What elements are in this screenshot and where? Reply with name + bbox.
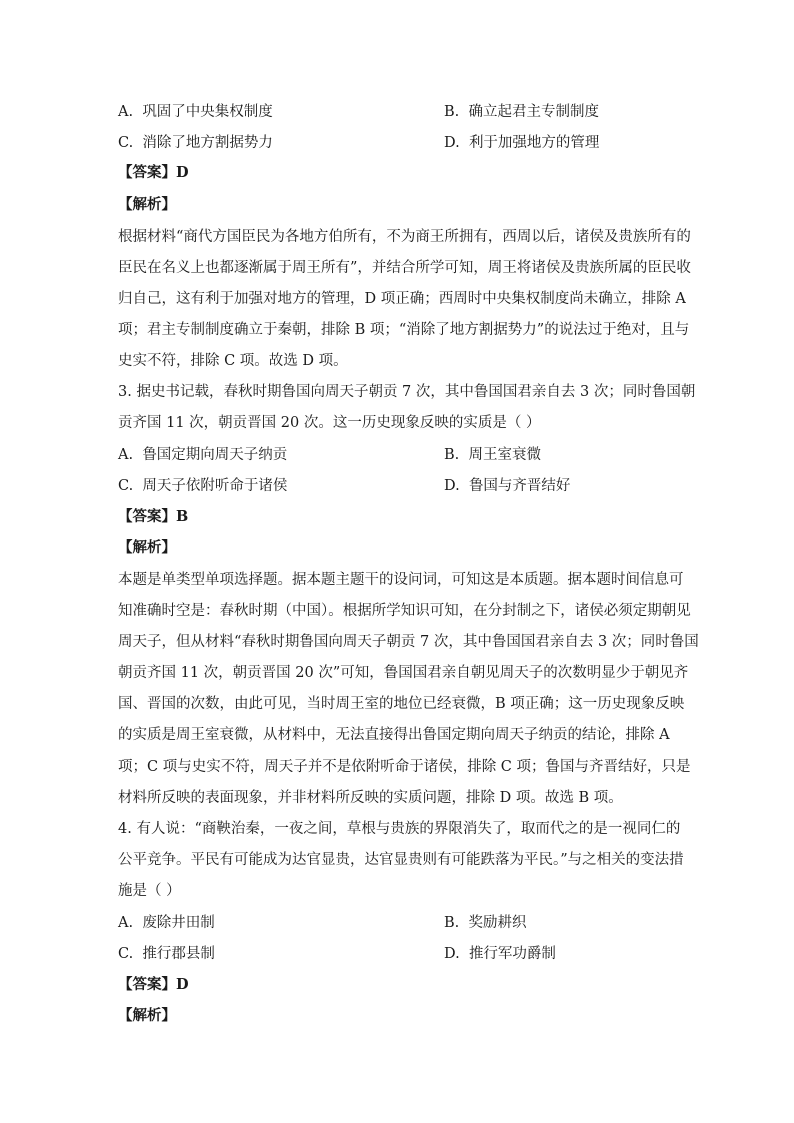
q2-analysis-label: 【解析】: [118, 196, 176, 213]
q3-stem-line: 3. 据史书记载，春秋时期鲁国向周天子朝贡 7 次，其中鲁国国君亲自去 3 次；同时鲁国朝: [118, 384, 696, 400]
q3-option-b[interactable]: B. 周王室衰微: [444, 447, 541, 463]
q2-option-a[interactable]: A. 巩固了中央集权制度: [118, 104, 273, 120]
q4-option-d[interactable]: D. 推行军功爵制: [444, 946, 556, 962]
q2-options-row-2: [118, 132, 718, 154]
q3-option-a[interactable]: A. 鲁国定期向周天子纳贡: [118, 447, 288, 463]
q2-analysis-line: 归自己，这有利于加强对地方的管理，D 项正确；西周时中央集权制度尚未确立，排除 A: [118, 291, 686, 307]
q4-option-a[interactable]: A. 废除井田制: [118, 915, 215, 931]
q4-stem-line: 施是（ ）: [118, 883, 181, 899]
q4-stem-line: 公平竞争。平民有可能成为达官显贵，达官显贵则有可能跌落为平民。”与之相关的变法措: [118, 852, 684, 868]
q3-options-row-2: [118, 475, 718, 497]
q2-option-d[interactable]: D. 利于加强地方的管理: [444, 135, 600, 151]
q4-option-b[interactable]: B. 奖励耕织: [444, 915, 527, 931]
q2-option-c[interactable]: C. 消除了地方割据势力: [118, 135, 273, 151]
q3-analysis-line: 朝贡齐国 11 次，朝贡晋国 20 次”可知，鲁国国君亲自朝见周天子的次数明显少于朝见齐: [118, 665, 689, 681]
q2-analysis-line: 项；君主专制制度确立于秦朝，排除 B 项；“消除了地方割据势力”的说法过于绝对，且与: [118, 322, 690, 338]
q3-answer: 【答案】B: [118, 508, 189, 525]
q4-options-row-1: [118, 912, 718, 934]
q4-analysis-label: 【解析】: [118, 1007, 176, 1024]
q3-analysis-line: 项；C 项与史实不符，周天子并不是依附听命于诸侯，排除 C 项；鲁国与齐晋结好，只是: [118, 759, 691, 775]
q2-analysis-line: 史实不符，排除 C 项。故选 D 项。: [118, 353, 348, 369]
q3-analysis-line: 的实质是周王室衰微，从材料中，无法直接得出鲁国定期向周天子纳贡的结论，排除 A: [118, 727, 670, 743]
q3-options-row-1: [118, 444, 718, 466]
q2-option-b[interactable]: B. 确立起君主专制制度: [444, 104, 599, 120]
q4-options-row-2: [118, 943, 718, 965]
q4-option-c[interactable]: C. 推行郡县制: [118, 946, 215, 962]
q2-options-row-1: [118, 101, 718, 123]
q3-analysis-line: 国、晋国的次数，由此可见，当时周王室的地位已经衰微，B 项正确；这一历史现象反映: [118, 696, 685, 712]
q3-analysis-line: 材料所反映的表面现象，并非材料所反映的实质问题，排除 D 项。故选 B 项。: [118, 790, 623, 806]
q3-analysis-line: 本题是单类型单项选择题。据本题主题干的设问词，可知这是本质题。据本题时间信息可: [118, 572, 684, 588]
q3-stem-line: 贡齐国 11 次，朝贡晋国 20 次。这一历史现象反映的实质是（ ）: [118, 415, 541, 431]
q2-analysis-line: 根据材料“商代方国臣民为各地方伯所有，不为商王所拥有，西周以后，诸侯及贵族所有的: [118, 229, 691, 245]
q2-answer: 【答案】D: [118, 164, 189, 181]
q3-analysis-line: 周天子，但从材料“春秋时期鲁国向周天子朝贡 7 次，其中鲁国国君亲自去 3 次；同时鲁国: [118, 634, 699, 650]
q3-analysis-label: 【解析】: [118, 539, 176, 556]
q3-option-c[interactable]: C. 周天子依附听命于诸侯: [118, 478, 288, 494]
q4-stem-line: 4. 有人说：“商鞅治秦，一夜之间，草根与贵族的界限消失了，取而代之的是一视同仁的: [118, 821, 681, 837]
q3-analysis-line: 知准确时空是：春秋时期（中国）。根据所学知识可知，在分封制之下，诸侯必须定期朝见: [118, 603, 691, 619]
q3-option-d[interactable]: D. 鲁国与齐晋结好: [444, 478, 571, 494]
q4-answer: 【答案】D: [118, 976, 189, 993]
q2-analysis-line: 臣民在名义上也都逐渐属于周王所有”，并结合所学可知，周王将诸侯及贵族所属的臣民收: [118, 260, 691, 276]
